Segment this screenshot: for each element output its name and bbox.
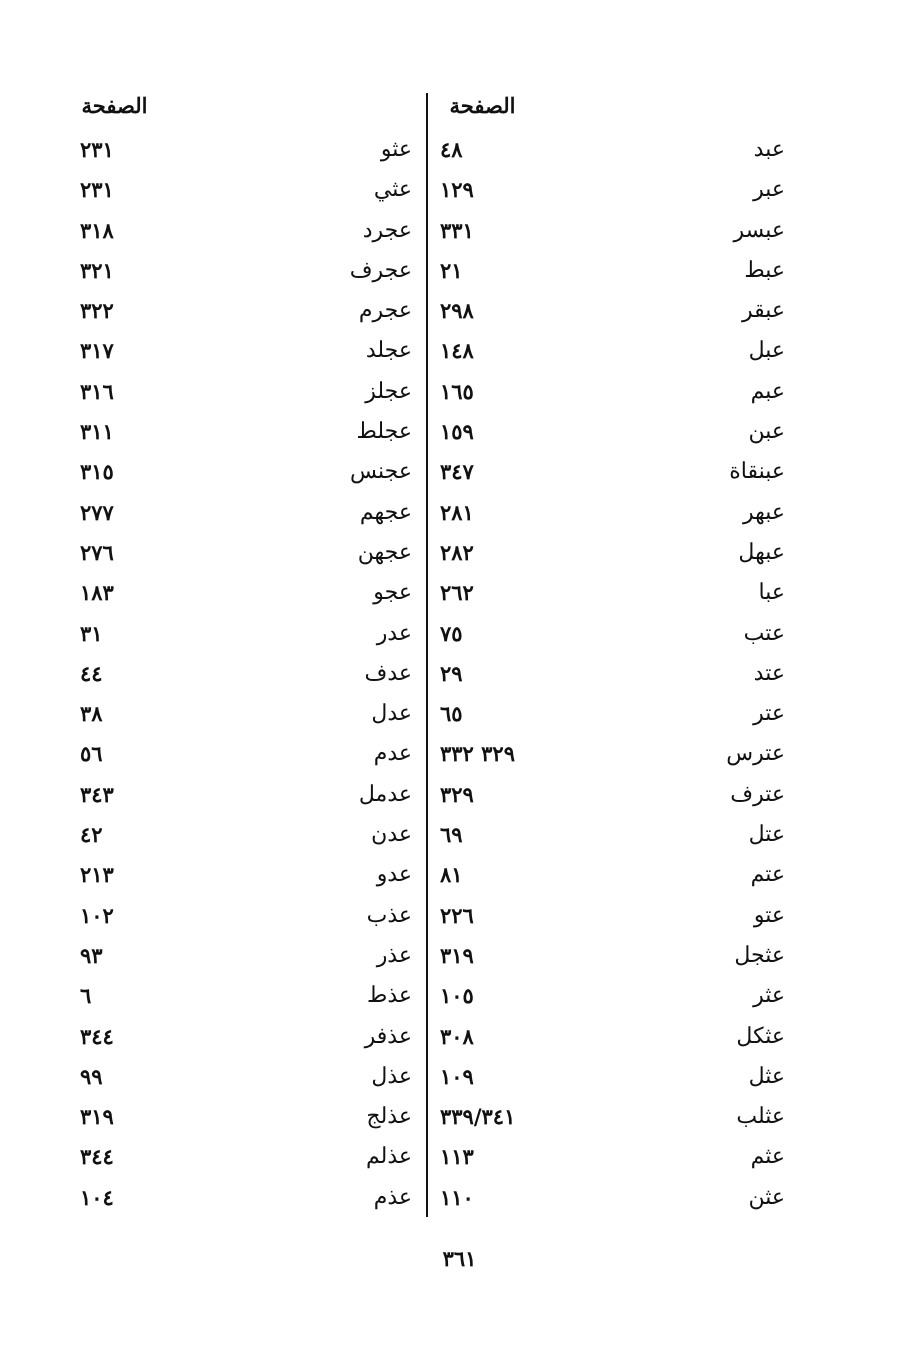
entry-page-number: ٧٥ (440, 620, 463, 646)
entry-root-word: عذم (373, 1184, 412, 1210)
entry-page-number: ٣١١ (80, 419, 114, 445)
left-index-entry (72, 896, 412, 936)
entry-root-word: عترس (726, 741, 785, 767)
entry-page-number: ٣٣٩/٣٤١ (440, 1104, 516, 1130)
left-index-entry (72, 170, 412, 210)
entry-page-number: ٢٦٢ (440, 580, 474, 606)
entry-page-number: ٢٧٧ (80, 499, 114, 525)
left-index-entry (72, 1178, 412, 1218)
entry-page-number: ١٠٢ (80, 902, 114, 928)
right-index-entry (440, 170, 785, 210)
entry-root-word: عذلج (366, 1104, 412, 1130)
entry-root-word: عتد (753, 660, 785, 686)
left-index-entry (72, 1057, 412, 1097)
right-index-entry (440, 372, 785, 412)
right-index-entry (440, 211, 785, 251)
entry-root-word: عبد (753, 137, 785, 162)
right-index-rows (440, 130, 785, 1218)
entry-root-word: عدف (364, 660, 412, 686)
entry-page-number: ٣٠٨ (440, 1023, 474, 1049)
entry-root-word: عجلط (356, 419, 412, 445)
entry-page-number: ٣٤٣ (80, 781, 114, 807)
entry-root-word: عثل (748, 1063, 785, 1089)
entry-page-number: ٣٣١ (440, 217, 474, 243)
entry-root-word: عثم (750, 1144, 785, 1170)
left-index-entry (72, 452, 412, 492)
entry-root-word: عبهل (738, 539, 785, 565)
right-index-entry (440, 654, 785, 694)
right-index-entry (440, 1017, 785, 1057)
left-index-entry (72, 815, 412, 855)
entry-root-word: عتر (753, 701, 785, 727)
entry-page-number: ١٨٣ (80, 580, 114, 606)
left-index-entry (72, 1017, 412, 1057)
entry-page-number: ٢٣١ (80, 177, 114, 203)
left-index-entry (72, 855, 412, 895)
left-page-header: الصفحة (81, 93, 148, 118)
left-index-entry (72, 573, 412, 613)
entry-page-number: ٢٨١ (440, 499, 474, 525)
entry-root-word: عثكل (736, 1023, 785, 1049)
entry-root-word: عذلم (365, 1144, 412, 1170)
entry-root-word: عدن (371, 822, 412, 848)
entry-page-number: ٢١ (440, 257, 463, 283)
entry-page-number: ٢٨٢ (440, 539, 474, 565)
entry-root-word: عجنس (349, 459, 412, 485)
entry-root-word: عبهر (742, 499, 785, 525)
left-index-rows (72, 130, 412, 1218)
right-index-entry (440, 976, 785, 1016)
entry-root-word: عذل (371, 1063, 412, 1089)
entry-page-number: ٣٤٤ (80, 1144, 114, 1170)
entry-root-word: عبر (753, 177, 785, 203)
left-index-entry (72, 1137, 412, 1177)
entry-root-word: عدمل (358, 781, 412, 807)
entry-page-number: ٦٩ (440, 822, 463, 848)
left-index-entry (72, 493, 412, 533)
entry-page-number: ١٠٤ (80, 1184, 114, 1210)
entry-root-word: عذفر (364, 1023, 412, 1049)
left-index-entry (72, 936, 412, 976)
right-index-entry (440, 412, 785, 452)
entry-page-number: ١٤٨ (440, 338, 474, 364)
right-index-entry (440, 452, 785, 492)
left-index-entry (72, 211, 412, 251)
left-index-entry (72, 372, 412, 412)
entry-root-word: عدل (371, 701, 412, 727)
entry-root-word: عبقر (741, 298, 785, 324)
left-index-entry (72, 291, 412, 331)
entry-page-number: ٣١٨ (80, 217, 114, 243)
entry-page-number: ٢٩٨ (440, 298, 474, 324)
right-index-entry (440, 614, 785, 654)
entry-page-number: ١٠٩ (440, 1063, 474, 1089)
right-index-entry (440, 694, 785, 734)
entry-root-word: عجرف (349, 257, 412, 283)
entry-root-word: عجهم (359, 499, 412, 525)
left-index-entry (72, 654, 412, 694)
left-index-entry (72, 412, 412, 452)
entry-page-number: ١١٠ (440, 1184, 474, 1210)
entry-page-number: ٣١ (80, 620, 103, 646)
left-index-entry (72, 694, 412, 734)
entry-page-number: ٢٣١ (80, 137, 114, 162)
entry-page-number: ٢٢٦ (440, 902, 474, 928)
right-index-entry (440, 251, 785, 291)
entry-root-word: عبن (748, 419, 785, 445)
entry-root-word: عتب (743, 620, 785, 646)
left-index-entry (72, 614, 412, 654)
left-index-entry (72, 1097, 412, 1137)
right-index-entry (440, 815, 785, 855)
entry-root-word: عثجل (734, 942, 785, 968)
entry-page-number: ٣١٩ (80, 1104, 114, 1130)
entry-page-number: ٣٢٩ ٣٣٢ (440, 741, 515, 767)
entry-page-number: ٣١٥ (80, 459, 114, 485)
entry-root-word: عتل (748, 822, 785, 848)
entry-page-number: ٢٩ (440, 660, 463, 686)
entry-root-word: عذط (366, 983, 412, 1009)
right-index-entry (440, 533, 785, 573)
entry-root-word: عجلد (365, 338, 412, 364)
entry-root-word: عترف (730, 781, 785, 807)
entry-page-number: ٤٤ (80, 660, 103, 686)
entry-page-number: ١٦٥ (440, 378, 474, 404)
left-index-entry (72, 130, 412, 170)
entry-page-number: ٦ (80, 983, 92, 1009)
entry-page-number: ٣٤٧ (440, 459, 474, 485)
right-index-entry (440, 130, 785, 170)
entry-page-number: ٣٢١ (80, 257, 114, 283)
right-page-header: الصفحة (449, 93, 516, 118)
entry-root-word: عبسر (733, 217, 785, 243)
entry-root-word: عثي (373, 177, 412, 203)
entry-page-number: ٣١٧ (80, 338, 114, 364)
entry-root-word: عبل (748, 338, 785, 364)
left-index-entry (72, 331, 412, 371)
entry-page-number: ٩٣ (80, 942, 103, 968)
right-index-entry (440, 1178, 785, 1218)
entry-root-word: عجرد (362, 217, 412, 243)
column-divider (426, 93, 428, 1217)
entry-page-number: ٤٨ (440, 137, 463, 162)
entry-page-number: ٥٦ (80, 741, 103, 767)
entry-root-word: عتم (750, 862, 785, 888)
entry-root-word: عبنقاة (729, 459, 785, 485)
entry-root-word: عدم (373, 741, 412, 767)
entry-root-word: عذب (366, 902, 412, 928)
entry-page-number: ٣١٦ (80, 378, 114, 404)
entry-page-number: ٢١٣ (80, 862, 114, 888)
entry-root-word: عثن (748, 1184, 785, 1210)
left-index-entry (72, 976, 412, 1016)
entry-root-word: عجرم (358, 298, 412, 324)
entry-page-number: ٣٤٤ (80, 1023, 114, 1049)
right-index-entry (440, 493, 785, 533)
entry-page-number: ٣٢٩ (440, 781, 474, 807)
entry-page-number: ٣١٩ (440, 942, 474, 968)
entry-page-number: ٣٨ (80, 701, 103, 727)
entry-root-word: عثو (380, 137, 412, 162)
left-index-entry (72, 251, 412, 291)
right-index-entry (440, 1137, 785, 1177)
entry-root-word: عثلب (736, 1104, 785, 1130)
right-index-column (440, 92, 785, 1218)
entry-root-word: عثر (753, 983, 785, 1009)
entry-root-word: عجلز (365, 378, 412, 404)
entry-root-word: عذر (376, 942, 412, 968)
right-index-entry (440, 775, 785, 815)
entry-page-number: ٤٢ (80, 822, 103, 848)
left-index-column (72, 92, 412, 1218)
entry-page-number: ٨١ (440, 862, 463, 888)
page-number: ٣٦١ (442, 1246, 477, 1271)
left-index-entry (72, 775, 412, 815)
entry-root-word: عدو (376, 862, 412, 888)
entry-page-number: ١٢٩ (440, 177, 474, 203)
entry-page-number: ١١٣ (440, 1144, 474, 1170)
left-index-entry (72, 734, 412, 774)
entry-page-number: ٩٩ (80, 1063, 103, 1089)
entry-root-word: عجو (373, 580, 412, 606)
entry-page-number: ٣٢٢ (80, 298, 114, 324)
entry-page-number: ٢٧٦ (80, 539, 114, 565)
right-index-entry (440, 1057, 785, 1097)
entry-page-number: ١٥٩ (440, 419, 474, 445)
entry-root-word: عبا (758, 580, 785, 606)
right-index-entry (440, 855, 785, 895)
right-index-entry (440, 573, 785, 613)
right-index-entry (440, 1097, 785, 1137)
entry-root-word: عبط (744, 257, 785, 283)
right-index-entry (440, 734, 785, 774)
right-index-entry (440, 331, 785, 371)
right-index-entry (440, 896, 785, 936)
entry-root-word: عبم (750, 378, 785, 404)
left-index-entry (72, 533, 412, 573)
entry-root-word: عجهن (357, 539, 412, 565)
entry-root-word: عدر (376, 620, 412, 646)
right-index-entry (440, 936, 785, 976)
entry-page-number: ١٠٥ (440, 983, 474, 1009)
entry-page-number: ٦٥ (440, 701, 463, 727)
entry-root-word: عتو (753, 902, 785, 928)
right-index-entry (440, 291, 785, 331)
